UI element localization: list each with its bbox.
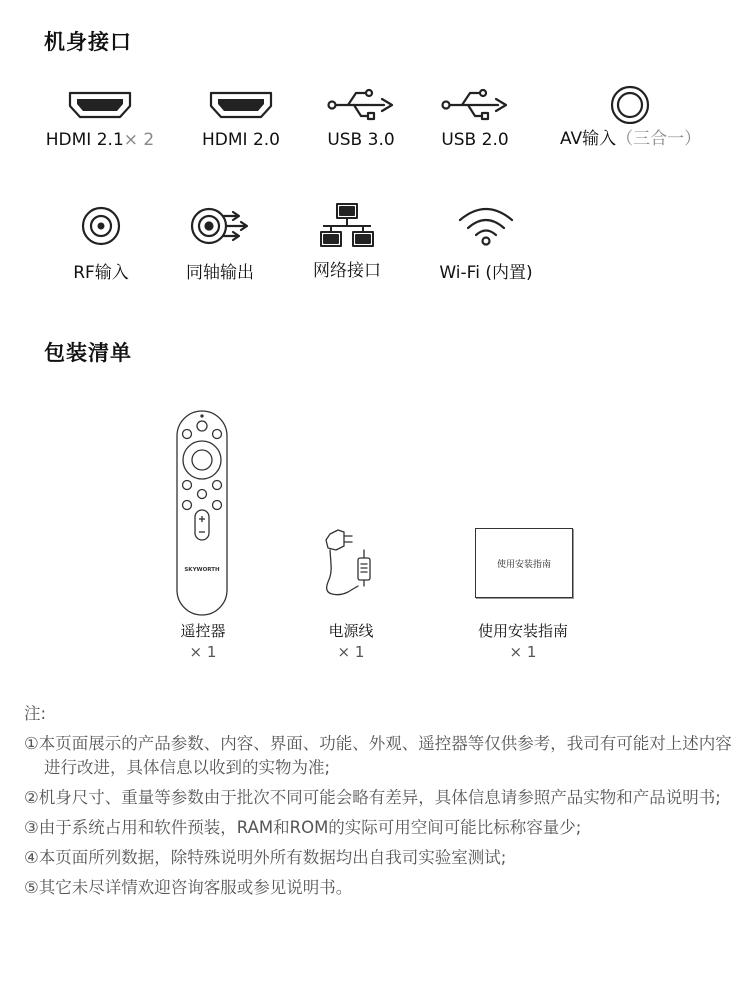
notes-heading: 注: [24, 704, 47, 723]
note-item: ⑤其它未尽详情欢迎咨询客服或参见说明书。 [24, 878, 353, 897]
port-label: USB 2.0 [441, 130, 509, 150]
port-wifi [416, 204, 556, 283]
port-hdmi-2-0 [171, 84, 311, 150]
usb-icon [326, 84, 396, 124]
package-item-qty: × 1 [509, 643, 537, 661]
note-item: ④本页面所列数据，除特殊说明外所有数据均出自我司实验室测试; [24, 848, 507, 867]
port-label: RF输入 [73, 263, 129, 283]
rf-port-icon [79, 204, 123, 248]
port-label: HDMI 2.0 [202, 130, 280, 150]
remote-brand-text: SKYWORTH [184, 567, 220, 573]
note-item: ②机身尺寸、重量等参数由于批次不同可能会略有差异，具体信息请参照产品实物和产品说明书; [24, 788, 721, 807]
port-coaxial-output [150, 204, 290, 283]
package-item-name: 使用安装指南 [477, 622, 568, 640]
usb-icon [440, 84, 510, 124]
network-port-icon [319, 202, 375, 250]
port-label: Wi-Fi (内置) [439, 263, 533, 283]
av-port-icon [607, 84, 653, 124]
port-suffix: （三合一） [616, 129, 702, 149]
port-hdmi-2-1 [30, 84, 170, 150]
package-item [433, 620, 613, 661]
hdmi-icon [208, 84, 274, 124]
package-item-name: 遥控器 [180, 622, 226, 640]
hdmi-icon [67, 84, 133, 124]
wifi-icon [456, 204, 516, 248]
package-item [261, 620, 441, 661]
port-network [277, 202, 417, 281]
port-av-input [560, 84, 700, 149]
ports-section-title: 机身接口 [44, 30, 132, 54]
package-section-title: 包装清单 [44, 341, 132, 365]
coaxial-output-icon [189, 204, 251, 248]
port-label: 同轴输出 [186, 263, 254, 283]
power-cord-image [318, 528, 382, 600]
manual-cover-text: 使用安装指南 [496, 560, 551, 570]
port-label: USB 3.0 [327, 130, 395, 150]
port-suffix: × 2 [123, 130, 155, 150]
package-item-qty: × 1 [189, 643, 217, 661]
manual-image [475, 528, 573, 598]
notes [24, 702, 734, 906]
port-label: AV输入 [560, 129, 617, 149]
remote-control-image [172, 408, 232, 618]
port-label: 网络接口 [313, 261, 381, 281]
package-item-qty: × 1 [337, 643, 365, 661]
port-usb-2-0 [405, 84, 545, 150]
port-label: HDMI 2.1 [45, 130, 124, 150]
note-item: ③由于系统占用和软件预装，RAM和ROM的实际可用空间可能比标称容量少; [24, 818, 582, 837]
package-item-name: 电源线 [328, 622, 374, 640]
note-item: ①本页面展示的产品参数、内容、界面、功能、外观、遥控器等仅供参考，我司有可能对上述内容进行改进，具体信息以收到的实物为准; [24, 734, 732, 777]
